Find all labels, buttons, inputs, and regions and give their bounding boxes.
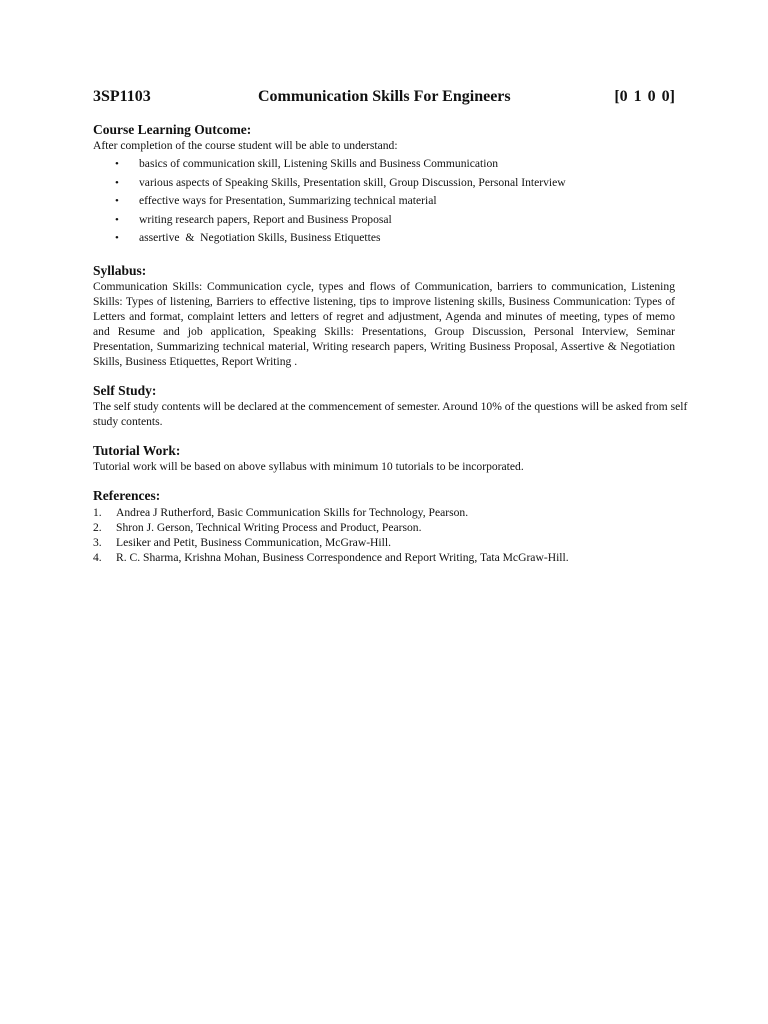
list-item-text: effective ways for Presentation, Summarizing technical material	[139, 194, 437, 207]
bullet-icon: •	[115, 213, 119, 226]
bullet-icon: •	[115, 195, 119, 207]
course-header	[93, 86, 675, 108]
list-item	[93, 505, 675, 520]
course-code: 3SP1103	[93, 88, 151, 105]
reference-number: 3.	[93, 535, 102, 549]
reference-text: Shron J. Gerson, Technical Writing Process and Product, Pearson.	[116, 520, 422, 534]
syllabus-heading: Syllabus:	[93, 262, 147, 278]
outcome-intro: After completion of the course student will be able to understand:	[93, 139, 398, 152]
self-study-heading: Self Study:	[93, 382, 157, 398]
tutorial-text: Tutorial work will be based on above syllabus with minimum 10 tutorials to be incorporated.	[93, 459, 524, 473]
reference-number: 2.	[93, 520, 102, 534]
references-list	[93, 505, 675, 565]
tutorial-section	[93, 443, 675, 474]
list-item	[93, 192, 675, 211]
reference-text: Andrea J Rutherford, Basic Communication Skills for Technology, Pearson.	[116, 505, 469, 519]
list-item	[93, 174, 675, 193]
outcome-section	[93, 122, 675, 248]
bullet-icon: •	[115, 176, 119, 189]
list-item	[93, 155, 675, 174]
reference-number: 4.	[93, 550, 102, 564]
list-item	[93, 520, 675, 535]
list-item-text: writing research papers, Report and Business Proposal	[139, 212, 392, 226]
list-item	[93, 550, 675, 565]
bullet-icon: •	[115, 158, 119, 170]
outcome-heading: Course Learning Outcome:	[93, 122, 252, 137]
reference-number: 1.	[93, 505, 102, 519]
course-title: Communication Skills For Engineers	[258, 88, 511, 105]
self-study-section	[93, 382, 688, 429]
list-item-text: basics of communication skill, Listening Skills and Business Communication	[139, 157, 499, 170]
references-heading: References:	[93, 487, 161, 503]
list-item	[93, 211, 675, 230]
list-item	[93, 535, 675, 550]
self-study-text: The self study contents will be declared at the commencement of semester. Around 10% of the questions will be asked from self study contents.	[93, 399, 688, 428]
reference-text: Lesiker and Petit, Business Communication, McGraw-Hill.	[116, 535, 391, 549]
tutorial-heading: Tutorial Work:	[93, 442, 181, 458]
syllabus-text: Communication Skills: Communication cycle, types and flows of Communication, barriers to communication, Listening Skills: Types of listening, Barriers to effective listening, tips to improve listening skills, Business Communication: Types of Letters and format, complaint letters and letters of regret and adjustment, Agenda and minutes of meeting, types of memo and Resume and job application, Speaking Skills: Presentations, Group Discussion, Personal Interview, Seminar Presentation, Summarizing technical material, Writing research papers, Writing Business Proposal, Assertive & Negotiation Skills, Business Etiquettes, Report Writing .	[93, 279, 675, 368]
outcome-list	[93, 155, 675, 248]
document-page	[93, 86, 688, 565]
list-item-text: various aspects of Speaking Skills, Presentation skill, Group Discussion, Personal Interview	[139, 175, 566, 189]
list-item-text: assertive & Negotiation Skills, Business Etiquettes	[139, 231, 381, 244]
bullet-icon: •	[115, 232, 119, 244]
course-credits: [0 1 0 0]	[614, 88, 675, 105]
list-item	[93, 229, 675, 248]
references-section	[93, 488, 675, 565]
reference-text: R. C. Sharma, Krishna Mohan, Business Correspondence and Report Writing, Tata McGraw-Hill.	[116, 550, 569, 564]
syllabus-section	[93, 263, 675, 369]
